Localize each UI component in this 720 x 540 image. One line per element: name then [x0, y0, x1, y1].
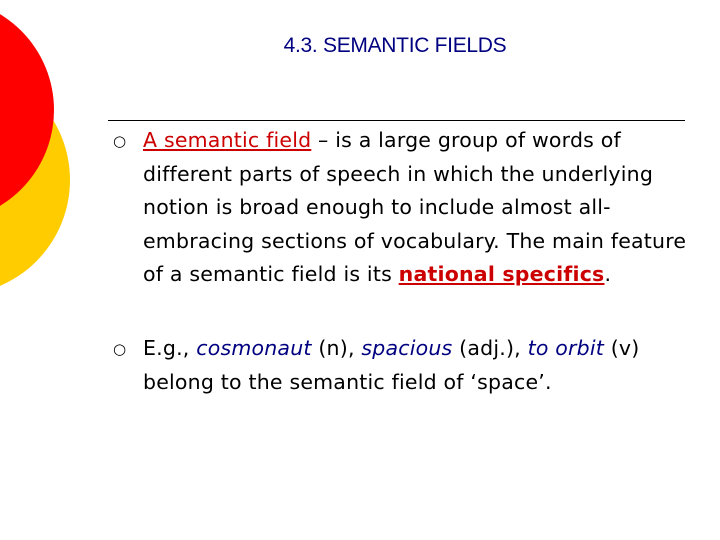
definition-end: .	[604, 262, 612, 287]
pos-noun: (n),	[311, 336, 362, 360]
example-suffix: (v) belong to the semantic field of ‘space’.	[143, 336, 640, 394]
example-word-spacious: spacious	[361, 336, 453, 360]
definition-text: – is a large group of words of different parts of speech in which the underlying notion is broad enough to include almost all-embracing sections of vocabulary. The main feature of a semantic field is its	[143, 128, 687, 287]
national-specifics: national specifics	[398, 262, 605, 287]
example-word-to-orbit: to orbit	[527, 336, 604, 360]
example-paragraph	[143, 332, 688, 399]
bullet-circle-icon: ○	[113, 340, 127, 358]
definition-paragraph	[143, 124, 688, 292]
bullet-circle-icon: ○	[113, 132, 127, 150]
pos-adj: (adj.),	[452, 336, 528, 360]
title-divider	[108, 120, 685, 121]
slide-title: 4.3. SEMANTIC FIELDS	[283, 34, 507, 57]
example-word-cosmonaut: cosmonaut	[196, 336, 312, 360]
yellow-circle	[0, 65, 70, 295]
example-prefix: E.g.,	[143, 336, 197, 360]
term-semantic-field: A semantic field	[143, 128, 312, 152]
